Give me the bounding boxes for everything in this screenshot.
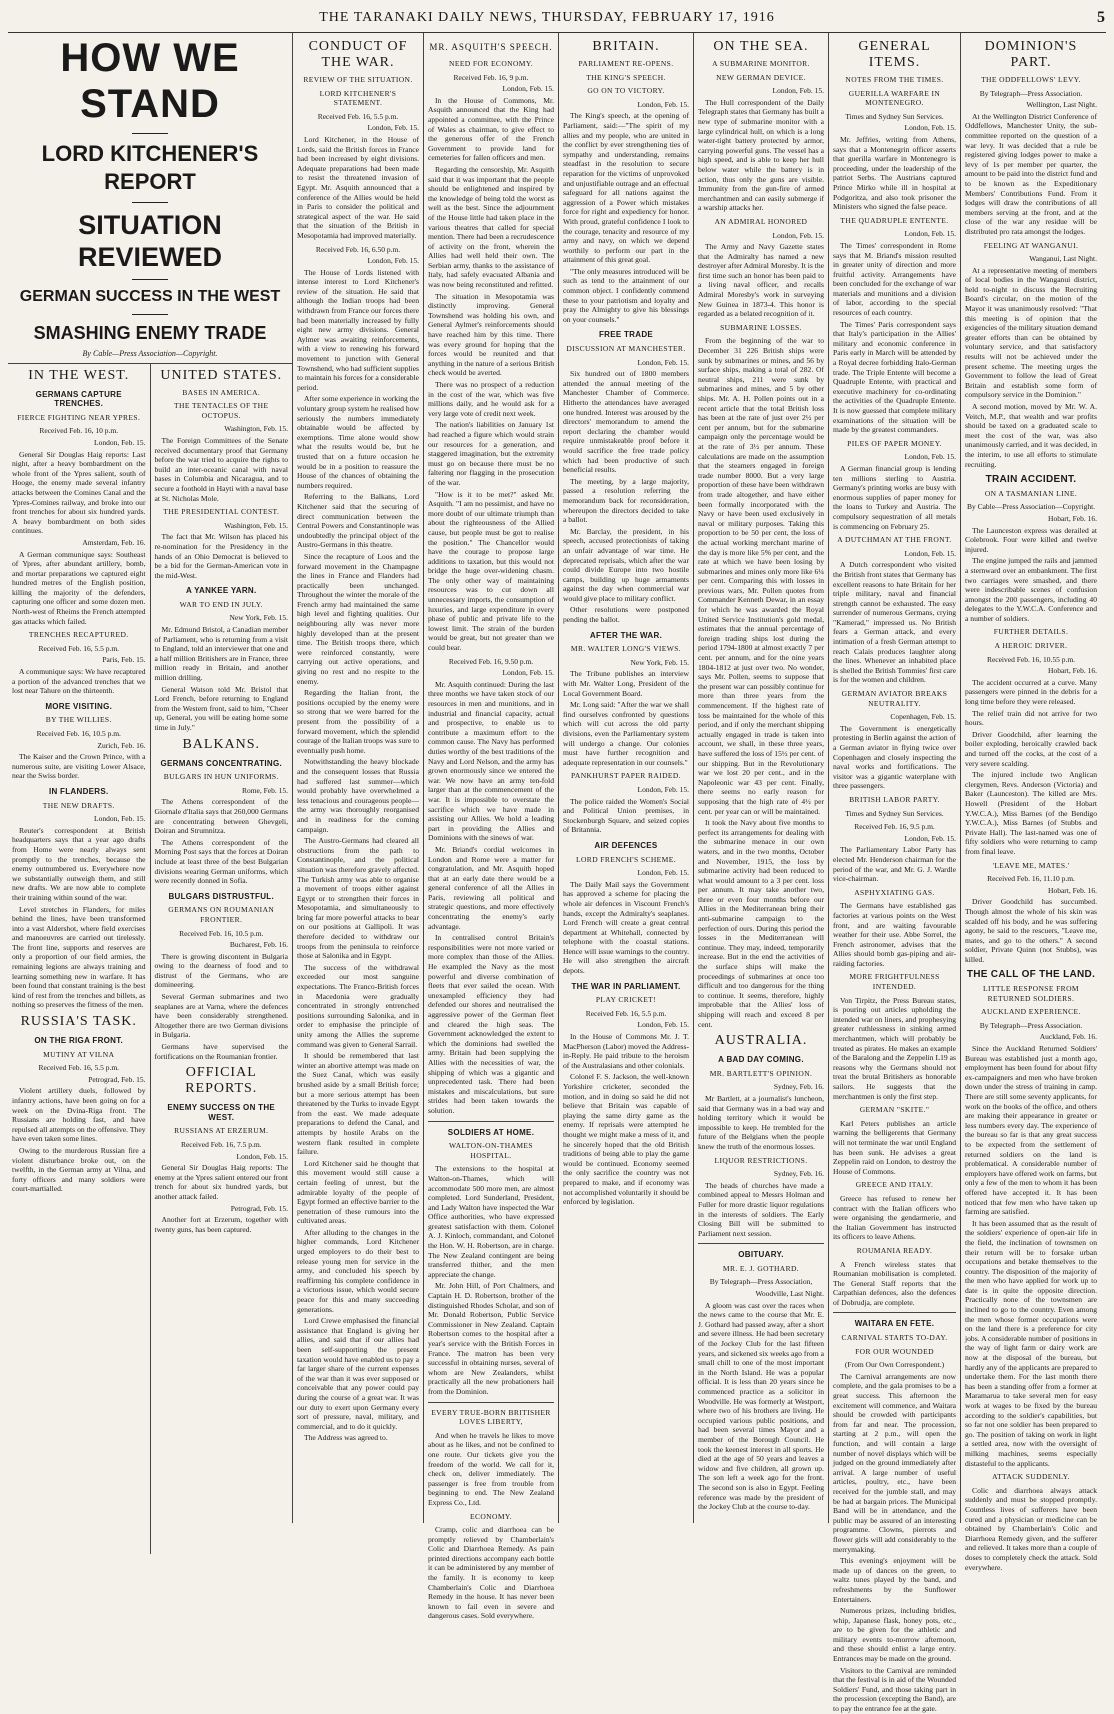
dateline: London, Feb. 15. bbox=[904, 833, 956, 843]
situation-headline: SITUATION REVIEWED bbox=[77, 210, 223, 272]
paragraph: The Daily Mail says the Government has approved a scheme for placing the whole air defences in Viscount French's hands, except the Admiralty's seaplanes. Lord French will create a great central department at Whitehall, connected by telephone with the coastal stations. Hence will issue warnings to the country. He will also strengthen the aircraft depots. bbox=[563, 879, 689, 976]
byline: By Cable—Press Association—Copyright. bbox=[82, 349, 218, 358]
general-title: GENERAL ITEMS. bbox=[858, 39, 931, 70]
subhead: ASPHYXIATING GAS. bbox=[854, 887, 935, 897]
dateline: London, Feb. 15. bbox=[367, 256, 419, 266]
paragraph: Regarding the Italian front, the positions occupied by the enemy were so strong that we were barred for the present from the possibility of a forward movement, which the splendid courage of the Italian troops was sure to eventually push home. bbox=[297, 688, 419, 755]
free-trade-title: FREE TRADE bbox=[598, 330, 654, 340]
dateline: Zurich, Feb. 16. bbox=[97, 740, 146, 750]
paragraph: Colonel F. S. Jackson, the well-known Yorkshire cricketer, seconded the motion, and in doing so said he did not believe that Britain was capable of playing the same dirty game as the enemy. If reprisals were attempted he thought we might make a mess of it, and he sincerely hoped that the old British traditions of being able to play the game would be continued. Economy seemed the only sacrifice the country was not prepared to make, and if economy was not accomplished voluntarily it should be enforced by legislation. bbox=[563, 1072, 689, 1207]
dateline: London, Feb. 15. bbox=[94, 814, 146, 824]
paragraph: The extensions to the hospital at Walton-on-Thames, which will accommodate 500 more men, are almost completed. Lord Sunderland, President, and Lady Walton have inspected the War Office authorities, who have expressed greatest satisfaction with them. Colonel A. J. Kinloch, commandant, and Colonel the Hon. W. H. Robertson, are in charge. The New Zealand contingent are being transferred thither, and the men appreciate the change. bbox=[428, 1164, 554, 1279]
britain-title: BRITAIN. bbox=[592, 39, 660, 54]
paragraph: Lord Kitchener said he thought that this movement would still cause a certain feeling of unrest, but the admirable loyalty of the people of Egypt formed an effective barrier to the penetration of these rumours into the cultivated areas. bbox=[297, 1158, 419, 1226]
smashing-headline: SMASHING ENEMY TRADE bbox=[33, 323, 267, 343]
dateline: Woodville, Last Night. bbox=[755, 1289, 824, 1299]
subhead: FIERCE FIGHTING NEAR YPRES. bbox=[17, 412, 141, 422]
paragraph: General Sir Douglas Haig reports: The enemy at the Ypres salient entered our front trench for about six hundred yards, but another attack failed. bbox=[154, 1163, 288, 1201]
official-title: OFFICIAL REPORTS. bbox=[185, 1065, 258, 1097]
paragraph: The Address was agreed to. bbox=[304, 1433, 388, 1443]
subhead: FURTHER DETAILS. bbox=[993, 627, 1069, 637]
paragraph: The Times' Paris correspondent says that Italy's participation in the Allies' military and economic conference in Paris early in March will be attended by a Royal decree forbidding Italo-German trade. The Triple Entente will become a Quadruple Entente, with practical and executive machinery for co-ordinating the activities of the Quadruple Entente. It is now guessed that complete military examinations of the situation will be made by the greatest commanders. bbox=[833, 319, 956, 435]
subhead: (From Our Own Correspondent.) bbox=[844, 1360, 945, 1370]
paragraph: The Germans have established gas factories at various points on the West front, and are waiting favourable weather for their use. Abbe Sorrel, the French astronomer, advises that the Allies should bomb gas-piping and air-raiding factories. bbox=[833, 901, 956, 968]
paragraph: Six hundred out of 1800 members attended the annual meeting of the Manchester Chamber of Commerce. Hitherto the attendances have averaged one hundred. Interest was aroused by the directors' memorandum to amend the report declaring the chamber would require unmistakeable proof before it would sacrifice the free trade policy which had been productive of such beneficial results. bbox=[563, 369, 689, 475]
paragraph: The House of Lords listened with intense interest to Lord Kitchener's review of the situation. He said that although the Indian troops had been withdrawn from France our forces there had been materially increased by fully eight new army divisions. General Aylmer was awaiting reinforcements, with a view to renewing his forward movement to junction with General Townshend, who had sufficient supplies to maintain his forces for a considerable period. bbox=[297, 267, 419, 392]
russia-title: RUSSIA'S TASK. bbox=[20, 1014, 137, 1030]
dateline: Wanganui, Last Night. bbox=[1029, 254, 1097, 264]
paragraph: The accident occurred at a curve. Many passengers were pinned in the debris for a long time before they were released. bbox=[965, 677, 1097, 707]
subhead: LIQUOR RESTRICTIONS. bbox=[714, 1155, 808, 1165]
paragraph: It has been assumed that as the result of the soldiers' experience of open-air life in the field, the inclination of townsmen on their return will be to forsake urban occupations and betake themselves to the country. The disposition of the majority of the men who have applied for work up to date is in quite the opposite direction. Practically none of the townsmen are inclined to go to the country. Even among the men whose former occupations were on the land there is a preference for city jobs. A considerable number of positions in the way of light farm or dairy work are now at the disposal of the bureau, but hardly any of the applicants are prepared to undertake them. For the last month there has been a standing offer from a former at Maramarua to take several men for easy work at wages to be fixed by the bureau according to the soldier's capabilities, but so far not one soldier has been prepared to go. The position of taking on work in light a settled area, now with the oversight of milking machines, seems especially distasteful to the applicants. bbox=[965, 1218, 1097, 1468]
subhead: A HEROIC DRIVER. bbox=[994, 641, 1068, 651]
subhead: MR. WALTER LONG'S VIEWS. bbox=[570, 644, 682, 654]
subhead: PANKHURST PAPER RAIDED. bbox=[571, 771, 681, 781]
subhead: THE KING'S SPEECH. bbox=[586, 72, 666, 82]
dateline: London, Feb. 15. bbox=[904, 452, 956, 462]
paragraph: A communique says: We have recaptured a portion of the advanced trenches that we lost near Tahure on the thirteenth. bbox=[12, 667, 146, 696]
dateline: London, Feb. 15. bbox=[502, 668, 554, 678]
dateline: Petrograd, Feb. 15. bbox=[230, 1203, 288, 1213]
dateline: London, Feb. 15. bbox=[637, 868, 689, 878]
paragraph: The Austro-Germans had cleared all obstructions from the path to Constantinople, and the political situation was therefore gravely affected. The Turkish army was able to organise a movement of troops either against Egypt or to strengthen their forces in Mesopotamia, and simultaneously to bring far more powerful attacks to bear on our positions at Gallipoli. It was therefore decided to withdraw our troops from the peninsula to reinforce those at Salonika and in Egypt. bbox=[297, 836, 419, 961]
subhead: GO ON TO VICTORY. bbox=[587, 86, 665, 96]
subhead: 'LEAVE ME, MATES.' bbox=[992, 860, 1070, 870]
paragraph: The Government is energetically protesting in Berlin against the action of a German aviator in flying twice over Copenhagen and closely inspecting the naval works and fortifications. The visitor was a gigantic waterplane with three passengers. bbox=[833, 723, 956, 791]
dateline: Bucharest, Feb. 16. bbox=[229, 940, 288, 950]
paragraph: The Athens correspondent of the Giornale d'Italia says that 260,000 Germans are concentrating between Ghevgeli, Doiran and Strumnitza. bbox=[154, 797, 288, 836]
subhead: BY THE WILLIES. bbox=[45, 715, 112, 725]
byline: By Telegraph—Press Association. bbox=[979, 1020, 1083, 1030]
paragraph: Notwithstanding the heavy blockade and the consequent losses that Russia had suffered last summer—which would probably have overwhelmed a less tenacious and courageous people—the army was thoroughly reorganised and in readiness for the coming campaign. bbox=[297, 757, 419, 834]
subhead: ON A TASMANIAN LINE. bbox=[984, 488, 1078, 498]
divider bbox=[132, 202, 168, 203]
dateline: Amsterdam, Feb. 16. bbox=[82, 537, 146, 547]
war-parliament-title: THE WAR IN PARLIAMENT. bbox=[571, 981, 681, 991]
german-success-headline: GERMAN SUCCESS IN THE WEST bbox=[19, 288, 281, 305]
balkans-title: BALKANS. bbox=[182, 736, 261, 752]
subhead: REVIEW OF THE SITUATION. bbox=[303, 75, 413, 84]
subhead: MUTINY AT VILNA bbox=[43, 1049, 115, 1059]
dateline: London, Feb. 15. bbox=[94, 437, 146, 447]
paragraph: A gloom was cast over the races when the news came to the course that Mr. E. J. Gothard had passed away, after a short and severe illness. He had been secretary of the Jockey Club for the last fifteen years, and sickened six weeks ago from a small chill to one of the most important in the North Island. He was a popular official. It is less than 20 years since he commenced practice as a solicitor in Woodville. He was formerly at Westport, where two of his brothers are living. He occupied various public positions, and had been several times Mayor and a member of the Borough Council. He took the keenest interest in all sports. He died at the age of 50 years and leaves a widow and five children, all grown up. The son left a week ago for the front. The second son is also in Egypt. Feeling reference was made by the president of the Jockey Club at the course to-day. bbox=[698, 1300, 824, 1512]
received-time: Received Feb. 16, 7.5 p.m. bbox=[180, 1140, 262, 1149]
subhead: NEW GERMAN DEVICE. bbox=[716, 72, 806, 82]
column-dominions-part bbox=[961, 33, 1101, 1572]
column-on-the-sea bbox=[694, 33, 829, 1523]
subhead: BRITISH LABOR PARTY. bbox=[849, 794, 940, 804]
received-time: Received Feb. 16, 10 p.m. bbox=[39, 426, 119, 436]
divider bbox=[698, 1243, 824, 1244]
subhead: NOTES FROM THE TIMES. bbox=[845, 75, 944, 84]
paragraph: Another fort at Erzerum, together with twenty guns, has been captured. bbox=[154, 1215, 288, 1234]
subhead: ATTACK SUDDENLY. bbox=[992, 1472, 1070, 1482]
paragraph: The injured include two Anglican clergymen, Revs. Anderson (Victoria) and Baker (Launceston). The killed are Mrs. Howell (President of the Hobart Y.W.C.A.), Miss Barnes (of the Bendigo Y.W.C.A.), Miss Barnes (of Stubbs and Private Hall). The last-named was one of fifty soldiers who were returning to camp from final leave. bbox=[965, 770, 1097, 856]
dateline: Wellington, Last Night. bbox=[1026, 100, 1097, 110]
paragraph: Referring to the Balkans, Lord Kitchener said that the securing of direct communication between the Central Powers and Constantinople was undoubtedly the principal object of the Austro-Germans in this theatre. bbox=[297, 492, 419, 550]
subhead: GERMAN AVIATOR BREAKS NEUTRALITY. bbox=[841, 689, 948, 708]
page-number: 5 bbox=[1097, 9, 1106, 26]
subhead: NEED FOR ECONOMY. bbox=[449, 59, 533, 68]
received-time: Received Feb. 16, 10.5 p.m. bbox=[179, 928, 264, 938]
paragraph: Since the recapture of Loos and the forward movement in the Champagne the lines in France and Flanders had practically been unchanged. Throughout the winter the morale of the French army had maintained the same high level and fighting qualities. Our neighbouring ally was never more highly developed than at the present time. The British troops there, which were reinforced constantly, were carrying out active operations, and giving no rest and no respite to the enemy. bbox=[297, 551, 419, 686]
subhead: GERMANS ON ROUMANIAN FRONTIER. bbox=[168, 905, 275, 924]
paragraph: In the House of Commons Mr. J. T. MacPherson (Labor) moved the Address-in-Reply. He paid tribute to the heroism of the Australasians and other colonials. bbox=[563, 1032, 689, 1070]
paragraph: "The only measures introduced will be such as tend to the attainment of our common object. I confidently commend these to your patriotism and loyalty and pray the Almighty to give his blessings on your counsels." bbox=[563, 266, 689, 324]
paragraph: There was no prospect of a reduction in the cost of the war, which was five millions daily, and he would ask for a very large vote of credit next week. bbox=[428, 380, 554, 418]
divider bbox=[132, 279, 168, 280]
subhead: A BAD DAY COMING. bbox=[718, 1055, 804, 1065]
subhead: ECONOMY. bbox=[469, 1511, 513, 1521]
dateline: London, Feb. 15. bbox=[904, 548, 956, 558]
received-time: Received Feb. 16, 5.5 p.m. bbox=[317, 111, 399, 121]
subhead: MR. E. J. GOTHARD. bbox=[722, 1263, 800, 1273]
dateline: Paris, Feb. 15. bbox=[102, 655, 146, 665]
us-title: UNITED STATES. bbox=[160, 367, 283, 383]
paragraph: The success of the withdrawal exceeded our most sanguine expectations. The Franco-British forces in Macedonia were gradually concentrated in strongly entrenched positions surrounding Salonika, and in order to emphasise the principle of unity among the Allies the supreme command was given to General Sarrail. bbox=[297, 962, 419, 1049]
received-time: Received Feb. 16, 11.10 p.m. bbox=[987, 874, 1075, 884]
paragraph: The nation's liabilities on January 1st had reached a figure which would strain our resources for a generation, and staggered imagination, but the extremity must go on because there must be no faltering nor flagging in the prosecution of the war. bbox=[428, 420, 554, 487]
subhead: THE NEW DRAFTS. bbox=[42, 800, 115, 810]
west-article bbox=[8, 364, 151, 1554]
dateline: Rome, Feb. 15. bbox=[241, 785, 288, 795]
paragraph: Mr. Jeffries, writing from Athens, says that a Montenegrin officer asserts that guerilla warfare in Montenegro is proceeding, under the leadership of the patriot Serbs. The Austrians captured Prince Mirko while ill in hospital at Podgoritza, and also took prisoner the Ministers who signed the false peace. bbox=[833, 134, 956, 212]
dateline: London, Feb. 15. bbox=[236, 1151, 288, 1161]
paragraph: In the House of Commons, Mr. Asquith announced that the King had appointed a committee, with the Prince of Wales as chairman, to give effect to the generous offer of the French Government to provide land for cemeteries for fallen officers and men. bbox=[428, 95, 554, 163]
dateline: London, Feb. 15. bbox=[502, 84, 554, 94]
subhead: IN FLANDERS. bbox=[48, 786, 109, 796]
after-war-title: AFTER THE WAR. bbox=[589, 630, 663, 640]
subhead: CARNIVAL STARTS TO-DAY. bbox=[841, 1333, 948, 1343]
divider bbox=[428, 1121, 554, 1122]
dateline: Washington, Feb. 15. bbox=[224, 424, 288, 434]
soldiers-title: SOLDIERS AT HOME. bbox=[447, 1127, 535, 1137]
paragraph: Karl Peters publishes an article warning the belligerents that Germany will not terminate the war until England has been sunk. He advises a great Zeppelin raid on London, to destroy the House of Commons. bbox=[833, 1118, 956, 1176]
dateline: Auckland, Feb. 16. bbox=[1039, 1032, 1097, 1042]
subhead: A SUBMARINE MONITOR. bbox=[712, 59, 810, 68]
paragraph: The Launceston express was derailed at Colebrook. Four were killed and twelve injured. bbox=[965, 525, 1097, 554]
paragraph: The fact that Mr. Wilson has placed his re-nomination for the Presidency in the hands of an Ohio Democrat is believed to be a bid for the German-American vote in the mid-West. bbox=[154, 532, 288, 580]
paragraph: Reuter's correspondent at British headquarters says that a year ago drafts from Home were nearly always sent promptly to the trenches, because the enemy outnumbered us. Everywhere now we substantially outweigh them, and still new drafts. We are now able to complete their training within sound of the war. bbox=[12, 825, 146, 902]
subhead: ON THE RIGA FRONT. bbox=[34, 1036, 124, 1046]
received-time: Received Feb. 16, 10.55 p.m. bbox=[986, 654, 1076, 664]
paragraph: Mr. Briand's cordial welcomes in London and Rome were a matter for congratulation, and Mr. Asquith hoped that at an early date there would be a general conference of all the Allies in Paris, reviewing all political and strategic questions, and more effectively concentrating the enemy's early advantage. bbox=[428, 844, 554, 931]
dateline: London, Feb. 15. bbox=[772, 86, 824, 96]
air-defences-title: AIR DEFENCES bbox=[594, 840, 658, 850]
paragraph: Von Tirpitz, the Press Bureau states, is pouring out articles upholding the intended war on liners, and prophesying greater ruthlessness in sinking armed merchantmen, which will probably be treated as pirates. He makes an example of the Baralong and the Zeppelin L19 as reasons why the Germans should not treat the brutal Britishers as honorable sailors. He suggests that the merchantmen is only the first step. bbox=[833, 995, 956, 1101]
subhead: SUBMARINE LOSSES. bbox=[720, 322, 802, 332]
subhead: A DUTCHMAN AT THE FRONT. bbox=[837, 535, 952, 545]
paragraph: Mr. Asquith continued: During the last three months we have taken stock of our resources in men and munitions, and in industrial and financial capacity, actual and prospective, to enable us to contribute a maximum effort to the common cause. The Navy has performed duties worthy of the best traditions of the Navy and Lord Nelson, and the army has grown enormously since we entered the war. We now have an army ten-fold larger than at the commencement of the war. It is impossible to overstate the sacrifice which we have made in assisting our Allies. We hold a leading part in providing the Allies and Dominions with the sinews of war. bbox=[428, 679, 554, 843]
subhead: FEELING AT WANGANUI. bbox=[983, 240, 1079, 250]
subhead: AUCKLAND EXPERIENCE. bbox=[981, 1007, 1081, 1017]
paragraph: Other resolutions were postponed pending the ballot. bbox=[563, 605, 689, 625]
paragraph: It should be remembered that last winter an abortive attempt was made on the Suez Canal, which was easily brushed aside by a small British force; but a more serious attempt has been threatened by the Turks to invade Egypt from the east. We made adequate preparations to defend the Canal, and attempts by hostile Arabs on the western flank resulted in complete failure. bbox=[297, 1051, 419, 1157]
subhead: THE ODDFELLOWS' LEVY. bbox=[981, 75, 1081, 84]
dateline: Hobart, Feb. 16. bbox=[1048, 513, 1097, 523]
paragraph: The King's speech, at the opening of Parliament, said:—"The spirit of my allies and my people, who are united in the conflict by ever strengthening ties of sympathy and understanding, remains steadfast in the resolution to secure reparation for the victims of unprovoked and unjustifiable outrage and an effectual safeguard for all nations against the aggression of a Power which mistakes force for right and expediency for honor. With proud, grateful confidence I look to the courage, tenacity and resource of my army and navy, on which we depend worthily to perform our part in the attainment of this great goal. bbox=[563, 111, 689, 265]
paragraph: A German financial group is lending ten millions sterling to Austria. Germany's printing works are busy with enormous supplies of paper money for the loans to Turkey and Austria. The compulsory sequestration of all metals is commencing on February 25. bbox=[833, 463, 956, 531]
subhead: PILES OF PAPER MONEY. bbox=[847, 438, 942, 448]
received-time: Received Feb. 16, 5.5 p.m. bbox=[585, 1008, 667, 1018]
paragraph: Lord Crewe emphasised the financial assistance that England is giving her allies, and said that if our allies had been self-supporting the present taxation would have enabled us to pay a far larger share of the current expenses of the war than it was ever supposed or conceivable that any power could pay during the course of a great war. It was our duty to exert upon Germany every sort of pressure, naval, military, and commercial, and to do it quickly. bbox=[297, 1316, 419, 1431]
subhead: MORE FRIGHTFULNESS INTENDED. bbox=[849, 972, 940, 992]
dateline: Copenhagen, Feb. 15. bbox=[890, 712, 956, 722]
paragraph: Mr. Long said: "After the war we shall find ourselves confronted by questions which will cut across the old party divisions, even the Parliamentary system will undergo a change. Our colonies must have further recognition and adequate representation in our counsels." bbox=[563, 700, 689, 767]
subhead: THE PRESIDENTIAL CONTEST. bbox=[163, 507, 280, 517]
subhead: LITTLE RESPONSE FROM RETURNED SOLDIERS. bbox=[983, 984, 1079, 1003]
paragraph: There is growing discontent in Bulgaria owing to the dearness of food and to distrust of the Germans, who are domineering. bbox=[154, 951, 288, 990]
paragraph: "How is it to be met?" asked Mr. Asquith. "I am no pessimist, and have no more doubt of our ultimate triumph than about the righteousness of the Allied cause, but people must be got to realise the position." The Chancellor would have the courage to propose large additions to taxation, but this would not bridge the huge over-widening chasm. The only other way of maintaining resources was to cut down all unnecessary imports, the consumption of luxuries, and large expenditure in every phase of public and private life to the lowest limit. The strain of the burden would be great, but not greater than we could bear. bbox=[428, 489, 554, 653]
dateline: Hobart, Feb. 16. bbox=[1048, 666, 1097, 676]
paragraph: The Hull correspondent of the Daily Telegraph states that Germany has built a new type of submarine monitor with a large cylindrical hull, on which is a long water-tight battery protected by armor, carrying powerful guns. The vessel has a high speed, and is able to keep her hull below water while the battery is in action, thus only the guns are visible. Immunity from the gun-fire of armed merchantmen and can easily submerge if a warship attacks her. bbox=[698, 97, 824, 213]
subhead: GERMANS CONCENTRATING. bbox=[160, 758, 283, 768]
column-britain bbox=[559, 33, 694, 1523]
divider bbox=[428, 1402, 554, 1403]
byline: By Telegraph—Press Association, bbox=[709, 1277, 813, 1287]
paragraph: The situation in Mesopotamia was distinctly improving. General Townshend was holding his own, and General Aylmer's reinforcements should have reached him by this time. There was every ground for hoping that the forces would be reunited and that anything in the nature of a serious British check would be averted. bbox=[428, 291, 554, 378]
train-accident-title: TRAIN ACCIDENT. bbox=[985, 474, 1077, 486]
waitara-title: WAITARA EN FETE. bbox=[854, 1319, 935, 1329]
dateline: Washington, Feb. 15. bbox=[224, 520, 288, 530]
paragraph: A second motion, moved by Mr. W. A. Veitch, M.P., that wealth and war profits should be taxed on a graduated scale to meet the cost of the war, was also unanimously carried, and it was decided, in the interim, to use all efforts to stimulate recruiting. bbox=[965, 402, 1098, 469]
conduct-title: CONDUCT OF THE WAR. bbox=[308, 39, 408, 70]
paragraph: The relief train did not arrive for two hours. bbox=[965, 708, 1097, 728]
column-general-items bbox=[829, 33, 961, 1714]
paragraph: Lord Kitchener, in the House of Lords, said the British forces in France had been increased by eight divisions. Adequate preparations had been made to resist the threatened invasion of Egypt. Mr. Asquith announced that a conference of the Allies would be held in Paris to consider the political and strategical aspect of the war. He said that the situation of the British in Mesopotamia had improved materially. bbox=[297, 134, 419, 240]
paragraph: The Carnival arrangements are now complete, and the gala promises to be a great success. This afternoon the excitement will commence, and Waitara should be crowded with participants from far and near. The procession, starting at 2 p.m., will open the function, and will contain a large number of novel displays which will be judged on the ground immediately after arrival. A large number of useful articles, poultry, etc., have been received for the jumble stall, and may be had at bargain prices. The Municipal Band will be in attendance, and the public may be assured of an interesting programme. Clowns, pierrots and flower girls will add considerably to the merrymaking. bbox=[833, 1371, 956, 1554]
paragraph: The Parliamentary Labor Party has elected Mr. Henderson chairman for the period of the war, and Mr. G. J. Wardle vice-chairman. bbox=[833, 845, 956, 884]
divider bbox=[833, 1312, 956, 1313]
column-how-we-stand bbox=[8, 33, 293, 1523]
dateline: London, Feb. 15. bbox=[772, 230, 824, 240]
received-time: Received Feb. 16, 9 p.m. bbox=[453, 72, 529, 82]
divider bbox=[132, 314, 168, 315]
subhead: PLAY CRICKET! bbox=[595, 995, 657, 1005]
paragraph: This evening's enjoyment will be made up of dances on the green, to waltz tunes played by the band, and refreshments by the Sunflower Entertainers. bbox=[833, 1556, 956, 1604]
subhead: GUERILLA WARFARE IN MONTENEGRO. bbox=[848, 88, 941, 108]
west-title: IN THE WEST. bbox=[28, 367, 130, 383]
byline: By Telegraph—Press Association. bbox=[979, 88, 1083, 98]
subhead: GREECE AND ITALY. bbox=[855, 1180, 934, 1190]
australia-title: AUSTRALIA. bbox=[714, 1033, 808, 1049]
paragraph: A Dutch correspondent who visited the British front states that Germany has excellent reasons to hate Britain for her triple military, naval and financial strength cannot be exhausted. The easy surrender of numerous Germans, crying "Kamerad," impressed us. No British fears a German attack, and every intimation of a fresh German attempt to reach Calais produces laughter along the lines. Whenever an inhabited place is shelled the British Tommies' first care is for the women and children. bbox=[833, 560, 956, 685]
paragraph: The Foreign Committees of the Senate received documentary proof that Germany before the war tried to acquire the rights to build an inter-oceanic canal with naval bases in Columbia and Nicaragua, and to secure a foothold in Hayti with a naval base at St. Nicholas Mole. bbox=[154, 435, 288, 503]
subhead: BULGARS IN HUN UNIFORMS. bbox=[163, 772, 279, 782]
received-time: Received Feb. 16, 5.5 p.m. bbox=[38, 1063, 120, 1073]
subhead: THE TENTACLES OF THE OCTOPUS. bbox=[174, 401, 269, 420]
paragraph: Visitors to the Carnival are reminded that the festival is in aid of the Wounded Soldiers' Fund, and those taking part in the procession (excepting the Band), are to pay the entrance fee at the gate. bbox=[833, 1665, 956, 1714]
paragraph: Colic and diarrhoea always attack suddenly and must be stopped promptly. Countless lives of sufferers have been cured and a physician or medicine can be obtained by Chamberlain's Colic and Diarrhoea Remedy given, and the sufferer and relieved. It takes more than a couple of doses to completely check the attack. Sold everywhere. bbox=[965, 1485, 1097, 1572]
paragraph: Numerous prizes, including bridles, whip, Japanese flask, honey pots, etc., are to be given for the athletic and military events to-morrow afternoon, and these should enlist a large entry. Entrances may be made on the ground. bbox=[833, 1606, 956, 1664]
byline: By Cable—Press Association—Copyright. bbox=[966, 502, 1096, 512]
paragraph: The Kaiser and the Crown Prince, with a numerous suite, are visiting Lower Alsace, near the Swiss border. bbox=[12, 752, 146, 781]
paragraph: A German communique says: Southeast of Ypres, after abundant artillery, bomb, and mortar preparations we captured eight hundred metres of the English position, killing the majority of the defenders, capturing one officer and some dozen men. North-west of Rheims the French attempted gas attacks which failed. bbox=[12, 549, 146, 626]
paragraph: At the Wellington District Conference of Oddfellows, Manchester Unity, the sub-committee reported on the question of a war levy. It was decided that a rule be registered giving lodges power to make a levy of 1s per member per quarter, the amount to be paid into the district fund and to be known as the Expeditionary Members' Contributions Fund. From it lodges will draw the contributions of all members serving at the front, and at the close of the war any residue will be distributed pro rata amongst the lodges. bbox=[965, 111, 1097, 236]
paragraph: Owing to the murderous Russian fire a violent disturbance broke out, on the twelfth, in the German army at Vilna, and forty officers and many soldiers were court-martialled. bbox=[12, 1145, 146, 1194]
paragraph: Since the Auckland Returned Soldiers' Bureau was established just a month ago, employment has been found for about fifty ex-campaigners and men who have broken down under the stress of training in camp. There are still some seventy applicants, for work on the books of the office, and others are making their appearance in greater or less numbers every day. The experience of the bureau so far is that any great success to be expected from the settlement of returned soldiers on the land is problematical. A considerable number of employers have offered work on farms, but only a few of the men to whom it has been offered have accepted it. It has been noticed that few men who have taken up farming are satisfied. bbox=[965, 1044, 1097, 1217]
dateline: London, Feb. 15. bbox=[637, 99, 689, 109]
paragraph: The heads of churches have made a combined appeal to Messrs Holman and Fuller for more drastic liquor regulations in the interests of soldiers. The Early Closing Bill will be submitted to Parliament next session. bbox=[698, 1180, 824, 1238]
paragraph: At a representative meeting of members of local bodies in the Wanganui district, held to-night to discuss the Recruiting Board's circular, on the motion of the Mayor it was unanimously resolved: "That this meeting is of opinion that the exigencies of the military situation demand greater efforts than can be obtained by voluntary service, and that satisfactory results will not be achieved under the present scheme. The meeting urges the Government to follow the lead of Great Britain and establish some form of compulsory service in the Dominion." bbox=[965, 265, 1097, 400]
paragraph: Mr. Barclay, the president, in his speech, accused protectionists of taking an unfair advantage of war time. He deprecated reprisals, which after the war could divide Europe into two hostile camps, building up huge armaments against the day when commercial war would give place to military conflict. bbox=[563, 526, 689, 603]
asquith-title: MR. ASQUITH'S SPEECH. bbox=[429, 42, 553, 52]
dateline: Petrograd, Feb. 15. bbox=[88, 1074, 146, 1084]
paragraph: And when he travels he likes to move about as he likes, and not be confined to one route. Our tickets give you the freedom of the world. We call for it, check on, deliver immediately. The passenger is free from trouble from beginning to end. The New Zealand Express Co., Ltd. bbox=[428, 1430, 554, 1507]
column-conduct-of-war bbox=[293, 33, 424, 1523]
subhead: ROUMANIA READY. bbox=[856, 1245, 933, 1255]
subhead: MORE VISITING. bbox=[45, 701, 113, 711]
united-states-article bbox=[151, 364, 293, 1554]
paragraph: General Watson told Mr. Bristol that Lord French, before returning to England from the Western front, said to him, "Cheer up, General, you will be eating home some time in July." bbox=[154, 684, 288, 732]
received-time: Received Feb. 16, 9.5 p.m. bbox=[854, 822, 935, 832]
subhead: Times and Sydney Sun Services. bbox=[845, 111, 944, 121]
subhead: LORD KITCHENER'S STATEMENT. bbox=[319, 88, 397, 108]
dateline: Hobart, Feb. 16. bbox=[1048, 885, 1097, 895]
dateline: London, Feb. 15. bbox=[637, 784, 689, 794]
paragraph: Greece has refused to renew her contract with the Italian officers who were organising the gendarmerie, and the Italian Government has instructed its officers to leave Athens. bbox=[833, 1193, 956, 1242]
subhead: LORD FRENCH'S SCHEME. bbox=[576, 854, 676, 864]
paragraph: Cramp, colic and diarrhoea can be promptly relieved by Chamberlain's Colic and Diarrhoea Remedy. As pain printed directions accompany each bottle it can be administered by any member of the family. It is economy to keep Chamberlain's Colic and Diarrhoea Remedy in the house. It has never been known to fail even in severe and dangerous cases. Sold everywhere. bbox=[428, 1525, 554, 1621]
subhead: ENEMY SUCCESS ON THE WEST. bbox=[167, 1103, 276, 1122]
subhead: DISCUSSION AT MANCHESTER. bbox=[566, 344, 686, 354]
call-of-land-title: THE CALL OF THE LAND. bbox=[966, 969, 1096, 981]
subhead: BASES IN AMERICA. bbox=[182, 387, 261, 397]
banner-headline: HOW WE STAND bbox=[60, 36, 240, 126]
dateline: London, Feb. 15. bbox=[637, 357, 689, 367]
paragraph: After alluding to the changes in the higher commands, Lord Kitchener urged employers to do their best to release young men for service in the army, and concluded his speech by reaffirming his complete confidence in a victorious issue, which would secure peace for this and many succeeding generations. bbox=[297, 1227, 419, 1314]
paragraph: A French wireless states that Roumanian mobilisation is completed. The General Staff reports that the Carpathian defences, also the defences of Dobrudja, are complete. bbox=[833, 1259, 956, 1307]
subhead: BULGARS DISTRUSTFUL. bbox=[168, 891, 275, 901]
paragraph: From the beginning of the war to December 31 226 British ships were sunk by submarines or mines, and 56 by surface ships, making a total of 282. Of neutral ships, 211 were sunk by submarines and mines, and 5 by other ships. Mr. A. H. Pollen points out in a recent article that the total British loss has been at the rate of just over 2½ per cent per annum, but for the submarine campaign only the percentage would be at the rate of 3½ per annum. These calculations are made on the assumption that the steamers engaged in foreign trade number 8000. But a very large proportion of these have been withdrawn from trade altogether, and have either been formally incorporated with the Navy or have been used exclusively in naval or military purposes. Taking this proportion to be 50 per cent, the loss of the actual working merchant marine of the day is more like 5% per cent, and the rate at which we have been losing by submarines and mines only more like 6¼ per cent. Comparing this with losses in previous wars, Mr. Pollen quotes from Commander Kenneth Dewar, in an essay for which he was awarded the Royal United Service Institution's gold medal, estimates that the annual percentage of foreign trading ships lost during the period 1794-1800 at almost exactly 7 per cent. per annum, and for the nine years 1804-1812 at just over two. No wonder, says Mr. Pollen, seems to suppose that the present war can possibly continue for more than three years from the commencement. If the highest rate of loss be maintained for the whole of this period, and if only the merchant shipping actually engaged in trade is taken into account, we shall, in these three years, have suffered the loss of 15½ per cent. of our shipping. But in the Revolutionary war we lost 20 per cent., and in the Napoleonic war 43 per cent. Finally, there seems no early reason for supposing that the high rate of 4½ per cent. per year can or will be maintained. bbox=[698, 336, 824, 816]
column-asquith bbox=[424, 33, 559, 1621]
paragraph: It took the Navy about five months to perfect its arrangements for dealing with the submarine menace in our own waters, and in the two months, October and November, 1915, the loss by submarine activity had been reduced to what would amount to a 3 per cent. loss per annum. It may take another two, three or even four months before our Allies in the Mediterranean bring their anti-submarine campaign to the perfection of ours. During this period the losses in the Mediterranean will continue. They may, indeed, temporarily increase. But in the end the activities of the surface ships will make the proceedings of submarines at once too difficult and too dangerous for the thing to continue. It seems, therefore, highly improbable that the Allies' loss of shipping will reach and exceed 8 per cent. bbox=[698, 818, 824, 1029]
paragraph: In centralised control Britain's responsibilities were not more varied or more complex than those of the Allies. He exampled the Navy as the most powerful and diverse combination of fleets that ever sailed the ocean. With unexampled efficiency they had defended our shores and neutralised the aggressive power of the German fleet and cleared the high seas. The Government acknowledged the extent to which the dominions had swelled the army. Britain had been supplying the Allies with the necessities of war, the shipping of which was a gigantic and unprecedented task. There had been mistakes and miscalculations, but sure strides had been taken towards the solution. bbox=[428, 933, 554, 1115]
divider bbox=[132, 133, 168, 134]
obituary-title: OBITUARY. bbox=[738, 1250, 784, 1260]
paragraph: Mr Bartlett, at a journalist's luncheon, said that Germany was in a bad way and holding territory which it would be impossible to keep. He trembled for the future of the Belgians when the people knew the truth of the enormous losses. bbox=[698, 1093, 824, 1151]
paragraph: The meeting, by a large majority, passed a resolution referring the memorandum back for reconsideration, whereupon the directors decided to take a ballot. bbox=[563, 476, 689, 525]
subhead: AN ADMIRAL HONORED bbox=[714, 216, 808, 226]
paragraph: Violent artillery duels, followed by infantry actions, have been going on for a week on the Dvina-Riga front. The Russians are holding fast, and have repulsed all attempts on the offensive. They have even taken some lines. bbox=[12, 1086, 146, 1144]
subhead: FOR OUR WOUNDED bbox=[855, 1346, 934, 1356]
paragraph: After some experience in working the voluntary group system he realised how seriously the numbers immediately obtainable would be affected by exemptions. Time alone would show what the results would be, but he trusted that on a future occasion he would be in a position to reassure the House of the chances of obtaining the numbers required. bbox=[297, 394, 419, 490]
paragraph: General Sir Douglas Haig reports: Last night, after a heavy bombardment on the whole front of the Ypres salient, south of Hooge, the enemy made several infantry attacks between the Comines Canal and the Ypres-Comines railway, and broke into our front trenches for about six hundred yards. A heavy bombardment on both sides continues. bbox=[12, 449, 146, 536]
subhead: WALTON-ON-THAMES HOSPITAL. bbox=[449, 1141, 533, 1160]
paragraph: Germans have supervised the fortifications on the Roumanian frontier. bbox=[154, 1042, 288, 1061]
dateline: London, Feb. 15. bbox=[367, 123, 419, 133]
paragraph: The police raided the Women's Social and Political Union premises, in Stockenburgh Square, and seized copies of Britannia. bbox=[563, 796, 689, 835]
received-time: Received Feb. 16, 10.5 p.m. bbox=[36, 729, 121, 738]
paragraph: Mr. Edmund Bristol, a Canadian member of Parliament, who is returning from a visit to England, told an interviewer that one and a half million Britishers are in France, three million ready in Britain, and another million drilling. bbox=[154, 625, 288, 683]
received-time: Received Feb. 16, 5.5 p.m. bbox=[38, 643, 120, 653]
subhead: RUSSIANS AT ERZERUM. bbox=[174, 1126, 269, 1136]
subhead: GERMANS CAPTURE TRENCHES. bbox=[35, 389, 122, 409]
dateline: Sydney, Feb. 16. bbox=[773, 1169, 824, 1179]
paragraph: Driver Goodchild has succumbed. Though almost the whole of his skin was scalded off his body, and he was suffering agony, he said to the rescuers, "Leave me, mates, and go to the others." A second soldier, Private Quinn (not Stubbs), was killed. bbox=[965, 897, 1097, 964]
dateline: London, Feb. 15. bbox=[904, 229, 956, 239]
subhead: WAR TO END IN JULY. bbox=[179, 599, 263, 609]
received-time: Received Feb. 16, 9.50 p.m. bbox=[448, 656, 534, 666]
subhead: A YANKEE YARN. bbox=[185, 586, 257, 596]
dominion-title: DOMINION'S PART. bbox=[984, 39, 1078, 70]
dateline: New York, Feb. 15. bbox=[229, 613, 288, 623]
subhead: THE QUADRUPLE ENTENTE. bbox=[840, 215, 949, 225]
subhead: EVERY TRUE-BORN BRITISHER LOVES LIBERTY, bbox=[431, 1407, 551, 1427]
masthead-title: THE TARANAKI DAILY NEWS, THURSDAY, FEBRUARY 17, 1916 bbox=[319, 10, 775, 25]
paragraph: The Athens correspondent of the Morning Post says that the forces at Doiran include at least three of the best Bulgarian divisions wearing German uniforms, which were recently donned in Sofia. bbox=[154, 837, 288, 886]
dateline: London, Feb. 15. bbox=[904, 123, 956, 133]
subhead: Times and Sydney Sun Services. bbox=[845, 808, 944, 818]
paragraph: Mr. John Hill, of Port Chalmers, and Captain H. D. Robertson, brother of the distinguished Rhodes Scholar, and son of Mr. Donald Robertson, Public Service Commissioner in New Zealand. Captain Robertson comes to the hospital after a year's service with the British Forces in France. The matron has been very successful in obtaining nurses, several of whom are New Zealanders, whilst practically all the new probationers hail from the Dominion. bbox=[428, 1281, 554, 1396]
dateline: London, Feb. 15. bbox=[637, 1020, 689, 1030]
subhead: MR. BARTLETT'S OPINION. bbox=[709, 1068, 813, 1078]
paragraph: Several German submarines and two seaplanes are at Varna, where the defences have been considerably strengthened. Altogether there are two German divisions in Bulgaria. bbox=[154, 992, 288, 1040]
subhead: GERMAN "SKITE." bbox=[859, 1105, 930, 1115]
subhead: TRENCHES RECAPTURED. bbox=[28, 630, 129, 640]
paragraph: The Times' correspondent in Rome says that M. Briand's mission resulted in greater unity of direction and more fruitful activity. Arrangements have been concluded for the exchange of war materials and munitions and a division of labor, according to the special resources of each country. bbox=[833, 240, 956, 318]
received-time: Received Feb. 16, 6.50 p.m. bbox=[315, 244, 401, 254]
paragraph: The engine jumped the rails and jammed a sternward over an embankment. The first two carriages were smashed, and there were indescribable scenes of confusion amongst the 200 passengers, including 40 delegates to the Y.W.C.A. Conference and a number of soldiers. bbox=[965, 556, 1097, 623]
masthead bbox=[8, 4, 1106, 33]
dateline: Sydney, Feb. 16. bbox=[773, 1082, 824, 1092]
paragraph: The Army and Navy Gazette states that the Admiralty has named a new destroyer after Admiral Moresby. It is the first time such an honor has been paid to a living naval officer, and recalls Admiral Moresby's work in surveying New Guinea in 1873-4. This honor is regarded as a belated recognition of it. bbox=[698, 242, 824, 319]
paragraph: The Tribune publishes an interview with Mr. Walter Long, President of the Local Government Board. bbox=[563, 669, 689, 698]
paragraph: Regarding the censorship, Mr. Asquith said that it was important that the people should be enlightened and inspired by the knowledge of being told the worst as well as the best. Since the adjournment of the House little had taken place in the various theatres that called for special mention. There had been a recrudescence of activity on the front, wherein the Allies had well held their own. The Serbian army, thanks to the assistance of Italy, had safely evacuated Albania and was now being reconstituted and refitted. bbox=[428, 164, 554, 290]
dateline: New York, Feb. 15. bbox=[630, 657, 689, 667]
paragraph: Driver Goodchild, after learning the boiler exploding, heroically crawled back and turned off the cocks, at the cost of a very severe scalding. bbox=[965, 729, 1097, 768]
subhead: PARLIAMENT RE-OPENS. bbox=[578, 59, 674, 68]
paragraph: Level stretches in Flanders, for miles behind the lines, have been transformed into a vast Aldershot, where field exercises and manoeuvres are carried out tirelessly. The front line, supports and reserves are only a proportion of our field armies, the remaining legions are always training and learning something new in warfare. It has been found that constant training is the best kind of rest from the trenches and billets, as nothing so preserves the fitness of the men. bbox=[12, 904, 146, 1010]
kitchener-headline: LORD KITCHENER'S REPORT bbox=[41, 141, 259, 194]
sea-title: ON THE SEA. bbox=[713, 39, 809, 54]
